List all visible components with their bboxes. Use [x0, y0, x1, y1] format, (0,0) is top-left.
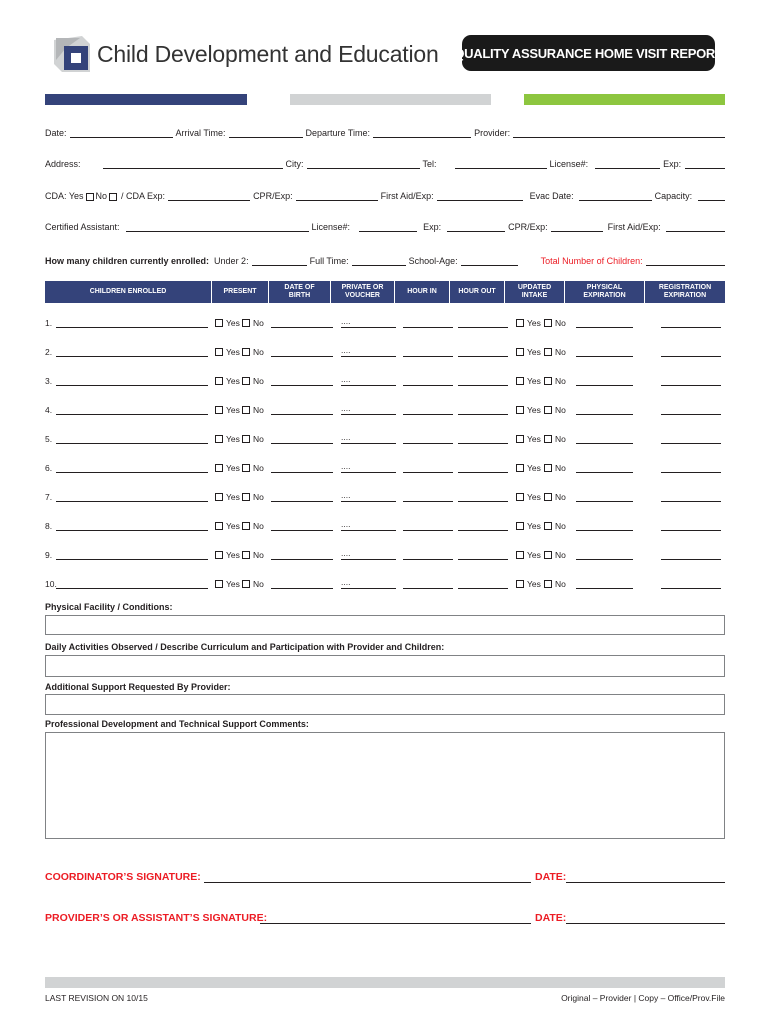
child-name-field[interactable] — [56, 443, 208, 444]
evac-date-label: Evac Date: — [529, 191, 574, 201]
child-name-field[interactable] — [56, 327, 208, 328]
dob-field[interactable] — [271, 327, 333, 328]
hour-in-field[interactable] — [403, 559, 453, 560]
intake-yes-label: Yes — [527, 550, 541, 560]
present-no-label: No — [253, 550, 264, 560]
child-name-field[interactable] — [56, 501, 208, 502]
daily-activities-box[interactable] — [45, 655, 725, 677]
intake-no-label: No — [555, 318, 566, 328]
present-no-label: No — [253, 405, 264, 415]
assistant-first-aid-label: First Aid/Exp: — [607, 222, 661, 232]
first-aid-exp-field[interactable] — [437, 191, 523, 201]
present-yes-label: Yes — [226, 376, 240, 386]
child-name-field[interactable] — [56, 414, 208, 415]
address-label: Address: — [45, 159, 81, 169]
certified-assistant-field[interactable] — [126, 222, 309, 232]
city-field[interactable] — [307, 159, 420, 169]
city-label: City: — [285, 159, 304, 169]
voucher-field[interactable] — [341, 559, 396, 560]
intake-yes-checkbox[interactable] — [516, 464, 524, 472]
cpr-exp-field[interactable] — [296, 191, 378, 201]
table-row — [45, 577, 725, 589]
cpr-exp-label: CPR/Exp: — [253, 191, 293, 201]
present-yes-checkbox[interactable] — [215, 464, 223, 472]
hour-in-field[interactable] — [403, 414, 453, 415]
provider-signature-label: PROVIDER’S OR ASSISTANT’S SIGNATURE: — [45, 912, 268, 924]
cda-yes-label: CDA: Yes — [45, 191, 84, 201]
present-yes-checkbox[interactable] — [215, 435, 223, 443]
date-field[interactable] — [70, 128, 173, 138]
intake-yes-checkbox[interactable] — [516, 493, 524, 501]
present-yes-label: Yes — [226, 318, 240, 328]
present-no-checkbox[interactable] — [242, 377, 250, 385]
coordinator-signature-field[interactable] — [204, 882, 531, 883]
full-time-field[interactable] — [352, 256, 406, 266]
physical-expiration-field[interactable] — [576, 356, 633, 357]
present-yes-label: Yes — [226, 521, 240, 531]
present-yes-label: Yes — [226, 405, 240, 415]
registration-expiration-field[interactable] — [661, 530, 721, 531]
table-row — [45, 519, 725, 531]
registration-expiration-field[interactable] — [661, 443, 721, 444]
hour-in-field[interactable] — [403, 385, 453, 386]
assistant-line — [45, 218, 725, 232]
cda-no-checkbox[interactable] — [109, 193, 117, 201]
provider-date-field[interactable] — [566, 923, 725, 924]
copy-distribution: Original – Provider | Copy – Office/Prov.File — [561, 993, 725, 1003]
voucher-field[interactable] — [341, 356, 396, 357]
hour-in-field[interactable] — [403, 443, 453, 444]
header-children-enrolled: CHILDREN ENROLLED — [45, 281, 212, 303]
cda-exp-label: / CDA Exp: — [121, 191, 166, 201]
row-number: 3. — [45, 376, 53, 386]
row-number: 5. — [45, 434, 53, 444]
physical-expiration-field[interactable] — [576, 443, 633, 444]
intake-no-label: No — [555, 434, 566, 444]
hour-out-field[interactable] — [458, 443, 508, 444]
certified-assistant-label: Certified Assistant: — [45, 222, 120, 232]
present-no-label: No — [253, 579, 264, 589]
voucher-field[interactable] — [341, 472, 396, 473]
navy-bar — [45, 94, 247, 105]
present-yes-checkbox[interactable] — [215, 319, 223, 327]
total-children-label: Total Number of Children: — [540, 256, 643, 266]
header-registration-expiration: REGISTRATION EXPIRATION — [645, 281, 725, 303]
intake-yes-label: Yes — [527, 434, 541, 444]
table-row — [45, 403, 725, 415]
departure-field[interactable] — [373, 128, 471, 138]
dob-field[interactable] — [271, 385, 333, 386]
present-yes-checkbox[interactable] — [215, 522, 223, 530]
row-number: 4. — [45, 405, 53, 415]
capacity-label: Capacity: — [654, 191, 693, 201]
registration-expiration-field[interactable] — [661, 414, 721, 415]
exp-label: Exp: — [663, 159, 682, 169]
registration-expiration-field[interactable] — [661, 385, 721, 386]
present-yes-label: Yes — [226, 463, 240, 473]
intake-yes-checkbox[interactable] — [516, 580, 524, 588]
hour-in-field[interactable] — [403, 530, 453, 531]
dob-field[interactable] — [271, 472, 333, 473]
departure-label: Departure Time: — [305, 128, 371, 138]
intake-yes-checkbox[interactable] — [516, 551, 524, 559]
hour-out-field[interactable] — [458, 327, 508, 328]
child-name-field[interactable] — [56, 385, 208, 386]
present-no-checkbox[interactable] — [242, 435, 250, 443]
voucher-dots: .... — [341, 432, 351, 442]
present-no-label: No — [253, 318, 264, 328]
additional-support-label: Additional Support Requested By Provider: — [45, 682, 231, 692]
voucher-field[interactable] — [341, 385, 396, 386]
physical-expiration-field[interactable] — [576, 385, 633, 386]
present-no-checkbox[interactable] — [242, 348, 250, 356]
org-name: Child Development and Education — [97, 41, 439, 67]
present-no-checkbox[interactable] — [242, 406, 250, 414]
table-row — [45, 374, 725, 386]
physical-expiration-field[interactable] — [576, 501, 633, 502]
coordinator-date-label: DATE: — [535, 871, 567, 883]
present-yes-label: Yes — [226, 550, 240, 560]
physical-facility-box[interactable] — [45, 615, 725, 635]
assistant-cpr-label: CPR/Exp: — [508, 222, 548, 232]
intake-no-label: No — [555, 463, 566, 473]
hour-in-field[interactable] — [403, 472, 453, 473]
voucher-dots: .... — [341, 374, 351, 384]
present-no-label: No — [253, 521, 264, 531]
intake-no-checkbox[interactable] — [544, 493, 552, 501]
provider-label: Provider: — [474, 128, 511, 138]
report-title: QUALITY ASSURANCE HOME VISIT REPORT — [462, 35, 715, 71]
intake-yes-checkbox[interactable] — [516, 406, 524, 414]
green-bar — [524, 94, 725, 105]
tel-field[interactable] — [455, 159, 547, 169]
voucher-dots: .... — [341, 461, 351, 471]
dob-field[interactable] — [271, 443, 333, 444]
hour-out-field[interactable] — [458, 472, 508, 473]
first-aid-exp-label: First Aid/Exp: — [380, 191, 434, 201]
enrollment-line — [45, 252, 725, 266]
row-number: 9. — [45, 550, 53, 560]
header-updated-intake: UPDATED INTAKE — [505, 281, 565, 303]
physical-expiration-field[interactable] — [576, 472, 633, 473]
present-no-checkbox[interactable] — [242, 493, 250, 501]
intake-no-label: No — [555, 347, 566, 357]
intake-yes-label: Yes — [527, 318, 541, 328]
how-many-label: How many children currently enrolled: — [45, 256, 210, 266]
row-number: 6. — [45, 463, 53, 473]
intake-no-label: No — [555, 579, 566, 589]
present-yes-checkbox[interactable] — [215, 551, 223, 559]
coordinator-date-field[interactable] — [566, 882, 725, 883]
last-revision: LAST REVISION ON 10/15 — [45, 993, 148, 1003]
hour-out-field[interactable] — [458, 356, 508, 357]
daily-activities-label: Daily Activities Observed / Describe Curriculum and Participation with Provider and Children: — [45, 642, 445, 652]
intake-yes-label: Yes — [527, 492, 541, 502]
present-no-checkbox[interactable] — [242, 319, 250, 327]
physical-facility-label: Physical Facility / Conditions: — [45, 602, 173, 612]
row-number: 10. — [45, 579, 57, 589]
physical-expiration-field[interactable] — [576, 559, 633, 560]
child-name-field[interactable] — [56, 472, 208, 473]
registration-expiration-field[interactable] — [661, 472, 721, 473]
intake-yes-checkbox[interactable] — [516, 348, 524, 356]
voucher-field[interactable] — [341, 588, 396, 589]
row-number: 7. — [45, 492, 53, 502]
intake-yes-checkbox[interactable] — [516, 522, 524, 530]
intake-yes-label: Yes — [527, 579, 541, 589]
present-no-label: No — [253, 463, 264, 473]
address-line — [45, 155, 725, 169]
intake-no-checkbox[interactable] — [544, 435, 552, 443]
child-name-field[interactable] — [56, 356, 208, 357]
dob-field[interactable] — [271, 530, 333, 531]
license-label: License#: — [549, 159, 589, 169]
present-yes-checkbox[interactable] — [215, 348, 223, 356]
under2-field[interactable] — [252, 256, 307, 266]
intake-no-checkbox[interactable] — [544, 406, 552, 414]
voucher-dots: .... — [341, 519, 351, 529]
intake-no-label: No — [555, 376, 566, 386]
intake-yes-checkbox[interactable] — [516, 377, 524, 385]
intake-yes-label: Yes — [527, 347, 541, 357]
header-present: PRESENT — [212, 281, 269, 303]
present-no-checkbox[interactable] — [242, 551, 250, 559]
under2-label: Under 2: — [214, 256, 249, 266]
present-no-label: No — [253, 347, 264, 357]
dob-field[interactable] — [271, 588, 333, 589]
present-yes-checkbox[interactable] — [215, 406, 223, 414]
date-label: Date: — [45, 128, 67, 138]
present-yes-checkbox[interactable] — [215, 580, 223, 588]
hour-out-field[interactable] — [458, 530, 508, 531]
intake-no-checkbox[interactable] — [544, 464, 552, 472]
license-field[interactable] — [595, 159, 660, 169]
physical-expiration-field[interactable] — [576, 588, 633, 589]
voucher-dots: .... — [341, 345, 351, 355]
assistant-exp-label: Exp: — [423, 222, 442, 232]
hour-out-field[interactable] — [458, 559, 508, 560]
header-hour-out: HOUR OUT — [450, 281, 505, 303]
hour-in-field[interactable] — [403, 588, 453, 589]
evac-date-field[interactable] — [579, 191, 652, 201]
voucher-field[interactable] — [341, 530, 396, 531]
hour-out-field[interactable] — [458, 588, 508, 589]
assistant-license-field[interactable] — [359, 222, 417, 232]
present-yes-label: Yes — [226, 434, 240, 444]
table-row — [45, 432, 725, 444]
cda-no-label: No — [95, 191, 108, 201]
exp-field[interactable] — [685, 159, 725, 169]
voucher-field[interactable] — [341, 327, 396, 328]
professional-development-label: Professional Development and Technical Support Comments: — [45, 719, 309, 729]
total-children-field[interactable] — [646, 256, 725, 266]
hour-out-field[interactable] — [458, 414, 508, 415]
voucher-field[interactable] — [341, 414, 396, 415]
assistant-first-aid-field[interactable] — [666, 222, 725, 232]
provider-date-label: DATE: — [535, 912, 567, 924]
assistant-license-label: License#: — [311, 222, 351, 232]
arrival-label: Arrival Time: — [175, 128, 226, 138]
voucher-dots: .... — [341, 490, 351, 500]
voucher-dots: .... — [341, 548, 351, 558]
dob-field[interactable] — [271, 414, 333, 415]
intake-no-checkbox[interactable] — [544, 377, 552, 385]
present-yes-label: Yes — [226, 347, 240, 357]
registration-expiration-field[interactable] — [661, 356, 721, 357]
footer-bar — [45, 977, 725, 988]
header-hour-in: HOUR IN — [395, 281, 450, 303]
physical-expiration-field[interactable] — [576, 530, 633, 531]
registration-expiration-field[interactable] — [661, 501, 721, 502]
dob-field[interactable] — [271, 356, 333, 357]
header-private-voucher: PRIVATE OR VOUCHER — [331, 281, 395, 303]
additional-support-box[interactable] — [45, 694, 725, 715]
school-age-field[interactable] — [461, 256, 518, 266]
voucher-field[interactable] — [341, 501, 396, 502]
present-no-checkbox[interactable] — [242, 522, 250, 530]
intake-no-label: No — [555, 492, 566, 502]
intake-no-label: No — [555, 521, 566, 531]
row-number: 8. — [45, 521, 53, 531]
intake-yes-checkbox[interactable] — [516, 435, 524, 443]
child-name-field[interactable] — [56, 530, 208, 531]
assistant-cpr-field[interactable] — [551, 222, 603, 232]
table-row — [45, 548, 725, 560]
registration-expiration-field[interactable] — [661, 588, 721, 589]
school-age-label: School-Age: — [408, 256, 458, 266]
logo-icon — [52, 34, 92, 74]
cda-exp-field[interactable] — [168, 191, 250, 201]
voucher-dots: .... — [341, 316, 351, 326]
professional-development-box[interactable] — [45, 732, 725, 839]
dob-field[interactable] — [271, 501, 333, 502]
hour-out-field[interactable] — [458, 385, 508, 386]
intake-yes-label: Yes — [527, 405, 541, 415]
registration-expiration-field[interactable] — [661, 327, 721, 328]
intake-yes-label: Yes — [527, 463, 541, 473]
registration-expiration-field[interactable] — [661, 559, 721, 560]
table-row — [45, 461, 725, 473]
child-name-field[interactable] — [56, 559, 208, 560]
voucher-dots: .... — [341, 577, 351, 587]
address-field[interactable] — [103, 159, 283, 169]
intake-no-checkbox[interactable] — [544, 522, 552, 530]
full-time-label: Full Time: — [309, 256, 349, 266]
intake-yes-label: Yes — [527, 376, 541, 386]
table-row — [45, 345, 725, 357]
present-no-label: No — [253, 376, 264, 386]
physical-expiration-field[interactable] — [576, 327, 633, 328]
cda-line — [45, 187, 725, 201]
provider-field[interactable] — [513, 128, 725, 138]
header-dob: DATE OF BIRTH — [269, 281, 331, 303]
provider-signature-field[interactable] — [260, 923, 531, 924]
intake-no-checkbox[interactable] — [544, 348, 552, 356]
hour-in-field[interactable] — [403, 327, 453, 328]
present-no-label: No — [253, 492, 264, 502]
hour-in-field[interactable] — [403, 501, 453, 502]
coordinator-signature-line — [45, 869, 725, 883]
capacity-field[interactable] — [698, 191, 725, 201]
present-no-checkbox[interactable] — [242, 580, 250, 588]
intake-no-checkbox[interactable] — [544, 551, 552, 559]
dob-field[interactable] — [271, 559, 333, 560]
intake-no-checkbox[interactable] — [544, 580, 552, 588]
table-row — [45, 316, 725, 328]
present-yes-checkbox[interactable] — [215, 377, 223, 385]
child-name-field[interactable] — [56, 588, 208, 589]
cda-yes-checkbox[interactable] — [86, 193, 94, 201]
visit-info-line — [45, 124, 725, 138]
hour-out-field[interactable] — [458, 501, 508, 502]
present-no-checkbox[interactable] — [242, 464, 250, 472]
children-table-header — [45, 281, 725, 303]
arrival-field[interactable] — [229, 128, 303, 138]
row-number: 2. — [45, 347, 53, 357]
voucher-field[interactable] — [341, 443, 396, 444]
header-physical-expiration: PHYSICAL EXPIRATION — [565, 281, 645, 303]
present-yes-checkbox[interactable] — [215, 493, 223, 501]
assistant-exp-field[interactable] — [447, 222, 505, 232]
present-no-label: No — [253, 434, 264, 444]
provider-signature-line — [45, 910, 725, 924]
intake-yes-checkbox[interactable] — [516, 319, 524, 327]
table-row — [45, 490, 725, 502]
hour-in-field[interactable] — [403, 356, 453, 357]
intake-no-label: No — [555, 405, 566, 415]
row-number: 1. — [45, 318, 53, 328]
intake-no-label: No — [555, 550, 566, 560]
physical-expiration-field[interactable] — [576, 414, 633, 415]
present-yes-label: Yes — [226, 579, 240, 589]
voucher-dots: .... — [341, 403, 351, 413]
intake-no-checkbox[interactable] — [544, 319, 552, 327]
intake-yes-label: Yes — [527, 521, 541, 531]
gray-bar — [290, 94, 491, 105]
coordinator-signature-label: COORDINATOR’S SIGNATURE: — [45, 871, 201, 883]
present-yes-label: Yes — [226, 492, 240, 502]
tel-label: Tel: — [422, 159, 437, 169]
